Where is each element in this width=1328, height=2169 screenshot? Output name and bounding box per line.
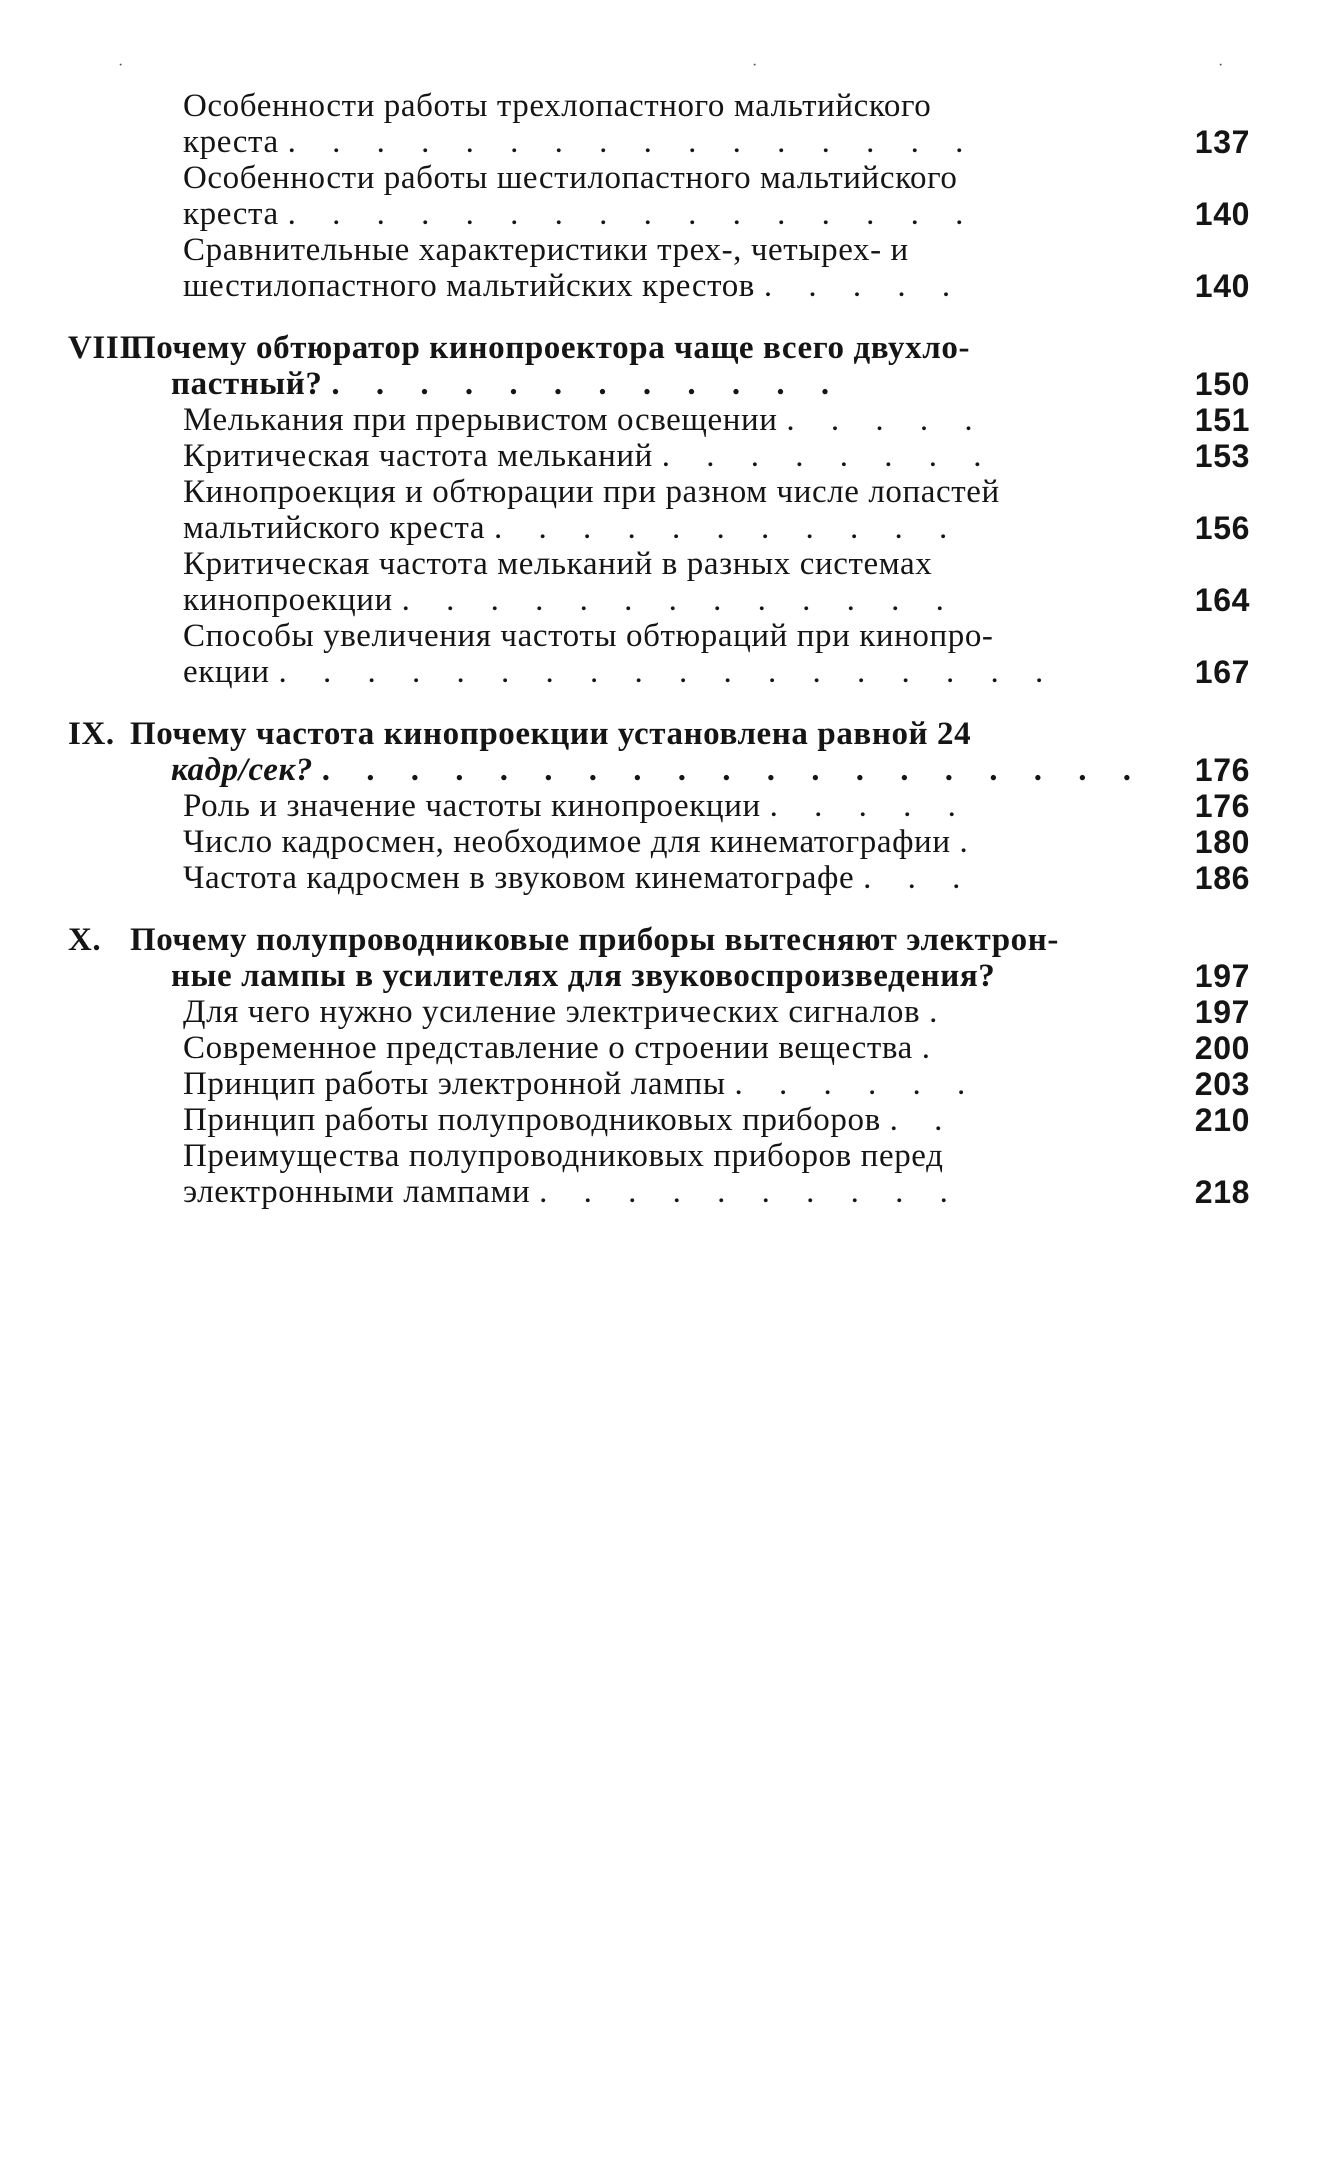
toc-entry-text: шестилопастного мальтийских крестов [183, 268, 755, 304]
toc-entry [68, 438, 1250, 474]
toc-entry [68, 1066, 1250, 1102]
toc-entry [68, 474, 1250, 546]
toc-entry-text: Критическая частота мельканий [183, 438, 653, 474]
toc-entry-text: Принцип работы полупроводниковых приборов [183, 1102, 881, 1138]
toc-entry-text: Число кадросмен, необходимое для кинематографии [183, 824, 951, 860]
dot-leader: . . . . . . . . . . . . . . . . [287, 124, 978, 160]
page-number: 153 [1194, 438, 1250, 474]
toc-entry-text: Кинопроекция и обтюрации при разном числе лопастей [183, 474, 1000, 510]
toc-entry-text: пастный? [171, 366, 323, 402]
toc-entry-line [183, 860, 1250, 896]
toc-entry [68, 88, 1250, 160]
dot-leader: . . . . . . . . . . . . [331, 366, 844, 402]
toc-entry-line [183, 160, 1250, 196]
dot-leader: . . . . . . . . . . . . . . . . . . . [321, 752, 1146, 788]
page-number: 203 [1194, 1066, 1250, 1102]
dot-leader: . . . . . . . . [661, 438, 996, 474]
page-number: 156 [1194, 510, 1250, 546]
toc-entry [68, 618, 1250, 690]
speck-mark: · [1218, 57, 1224, 74]
toc-entry-line [183, 994, 1250, 1030]
dot-leader: . [959, 824, 982, 860]
page-number: 176 [1194, 788, 1250, 824]
toc-entry-line [183, 438, 1250, 474]
toc-entry [68, 788, 1250, 824]
dot-leader: . . . [863, 860, 975, 896]
page-number: 197 [1194, 994, 1250, 1030]
toc-entry-text: Почему частота кинопроекции установлена равной 24 [130, 716, 972, 752]
toc-entry-line [183, 88, 1250, 124]
toc-entry-line [183, 232, 1250, 268]
toc-entry-line [68, 716, 1250, 752]
toc-entry-text: екции [183, 654, 270, 690]
toc-entry-text: Роль и значение частоты кинопроекции [183, 788, 761, 824]
toc-entry-text: Критическая частота мельканий в разных системах [183, 546, 933, 582]
dot-leader: . . . . . . . . . . . . . [401, 582, 958, 618]
table-of-contents [68, 88, 1250, 1210]
toc-entry-text: Современное представление о строении вещества [183, 1030, 913, 1066]
toc-entry-text: Способы увеличения частоты обтюраций при кинопро- [183, 618, 994, 654]
speck-mark: · [752, 57, 758, 74]
toc-entry-text: креста [183, 124, 279, 160]
page-number: 137 [1194, 124, 1250, 160]
toc-entry-text: Почему обтюратор кинопроектора чаще всего двухло- [130, 330, 971, 366]
page-number: 151 [1194, 402, 1250, 438]
toc-entry-line [183, 654, 1250, 690]
toc-entry-text: кинопроекции [183, 582, 393, 618]
toc-chapter [68, 922, 1250, 994]
toc-entry-text: Сравнительные характеристики трех-, четырех- и [183, 232, 909, 268]
toc-entry-line [183, 824, 1250, 860]
toc-entry-line [68, 958, 1250, 994]
page-number: 218 [1194, 1174, 1250, 1210]
chapter-number: IX. [68, 716, 115, 752]
toc-entry [68, 1102, 1250, 1138]
toc-entry [68, 160, 1250, 232]
toc-entry-line [183, 582, 1250, 618]
speck-mark: · [118, 57, 124, 74]
toc-entry-text: Принцип работы электронной лампы [183, 1066, 726, 1102]
toc-chapter [68, 716, 1250, 788]
toc-entry-text: Почему полупроводниковые приборы вытесняют электрон- [130, 922, 1059, 958]
toc-entry-line [183, 268, 1250, 304]
toc-entry-line [183, 788, 1250, 824]
chapter-number: VIII. [68, 330, 142, 366]
toc-entry-text: Для чего нужно усиление электрических сигналов [183, 994, 921, 1030]
toc-chapter [68, 330, 1250, 402]
toc-entry-line [183, 474, 1250, 510]
toc-entry-line [183, 618, 1250, 654]
dot-leader: . . . . . [786, 402, 987, 438]
toc-entry-text: ные лампы в усилителях для звуковоспроизведения? [171, 958, 996, 994]
toc-entry-text: Особенности работы шестилопастного мальтийского [183, 160, 958, 196]
scan-specks [0, 58, 1328, 78]
toc-entry-line [183, 1174, 1250, 1210]
toc-entry [68, 860, 1250, 896]
dot-leader: . . . . . . . . . . . . . . . . [287, 196, 978, 232]
dot-leader: . . . . . [769, 788, 970, 824]
page-number: 186 [1194, 860, 1250, 896]
dot-leader: . . . . . . . . . . . [493, 510, 962, 546]
toc-entry [68, 1030, 1250, 1066]
toc-entry-text: мальтийского креста [183, 510, 486, 546]
toc-entry-line [183, 1066, 1250, 1102]
page-number: 167 [1194, 654, 1250, 690]
page-number: 140 [1194, 268, 1250, 304]
dot-leader: . [921, 1030, 945, 1066]
toc-entry [68, 402, 1250, 438]
dot-leader: . . . . . . . . . . . . . . . . . . [278, 654, 1058, 690]
page-number: 180 [1194, 824, 1250, 860]
toc-entry-line [183, 402, 1250, 438]
toc-entry-line [183, 546, 1250, 582]
toc-entry-text: Преимущества полупроводниковых приборов перед [183, 1138, 944, 1174]
page-number: 164 [1194, 582, 1250, 618]
page-number: 200 [1194, 1030, 1250, 1066]
toc-entry [68, 824, 1250, 860]
dot-leader: . . [889, 1102, 957, 1138]
toc-entry-line [68, 752, 1250, 788]
chapter-number: X. [68, 922, 102, 958]
toc-entry-text: Особенности работы трехлопастного мальтийского [183, 88, 932, 124]
toc-entry-line [68, 366, 1250, 402]
toc-entry-text: кадр/сек? [171, 752, 313, 788]
toc-entry-line [183, 196, 1250, 232]
page-number: 140 [1194, 196, 1250, 232]
dot-leader: . . . . . . . . . . [539, 1174, 962, 1210]
page-number: 150 [1194, 366, 1250, 402]
page-number: 197 [1194, 958, 1250, 994]
toc-entry-text: электронными лампами [183, 1174, 531, 1210]
toc-entry [68, 232, 1250, 304]
page-number: 210 [1194, 1102, 1250, 1138]
dot-leader: . . . . . . [734, 1066, 980, 1102]
toc-entry-text: креста [183, 196, 279, 232]
toc-entry [68, 1138, 1250, 1210]
page-number: 176 [1194, 752, 1250, 788]
toc-entry-line [183, 124, 1250, 160]
toc-entry-line [183, 1138, 1250, 1174]
toc-entry-line [68, 330, 1250, 366]
toc-entry-line [183, 1030, 1250, 1066]
dot-leader: . [929, 994, 952, 1030]
toc-entry [68, 994, 1250, 1030]
toc-entry-line [183, 1102, 1250, 1138]
toc-entry-text: Мелькания при прерывистом освещении [183, 402, 778, 438]
toc-entry-text: Частота кадросмен в звуковом кинематографе [183, 860, 855, 896]
toc-entry [68, 546, 1250, 618]
toc-entry-line [68, 922, 1250, 958]
dot-leader: . . . . . [763, 268, 965, 304]
toc-entry-line [183, 510, 1250, 546]
